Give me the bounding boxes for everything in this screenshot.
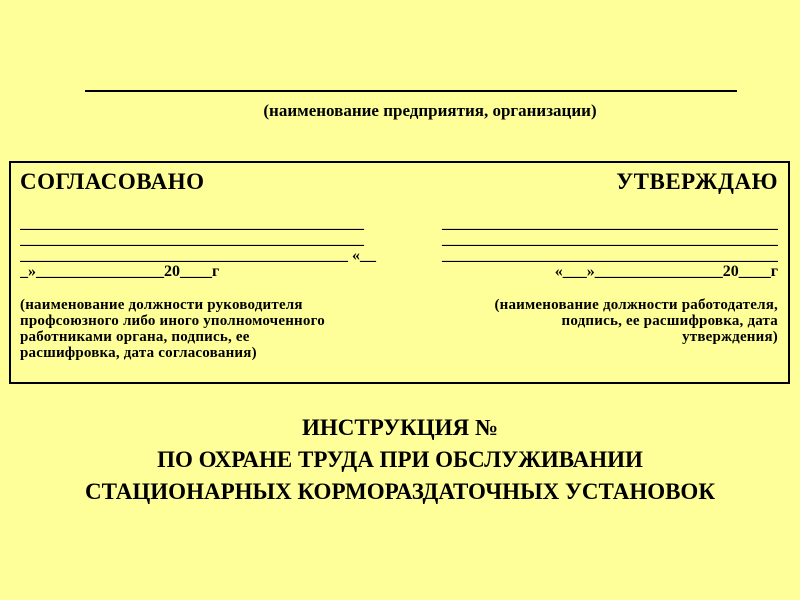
agreed-signature-block: [20, 216, 384, 280]
approved-note-line: утверждения): [682, 329, 778, 345]
instruction-title: [0, 412, 800, 508]
approved-heading: УТВЕРЖДАЮ: [616, 169, 778, 194]
agreed-note-line: расшифровка, дата согласования): [20, 345, 257, 361]
agreed-column: [20, 169, 384, 382]
company-name-caption: (наименование предприятия, организации): [263, 101, 597, 120]
approved-note: [437, 297, 778, 345]
signature-line: __________________________________________: [442, 248, 778, 264]
signature-line: __________________________________________: [442, 216, 778, 232]
signature-line: ___________________________________________: [20, 216, 364, 232]
signature-line: ___________________________________________: [20, 232, 364, 248]
agreed-note-line: работниками органа, подпись, ее: [20, 329, 250, 345]
instruction-title-line: ПО ОХРАНЕ ТРУДА ПРИ ОБСЛУЖИВАНИИ: [157, 447, 643, 472]
agreed-note-line: профсоюзного либо иного уполномоченного: [20, 313, 325, 329]
approved-note-line: (наименование должности работодателя,: [494, 297, 778, 313]
agreed-note: [20, 297, 384, 361]
instruction-title-line: СТАЦИОНАРНЫХ КОРМОРАЗДАТОЧНЫХ УСТАНОВОК: [84, 479, 716, 504]
date-line: _»________________20____г: [20, 264, 220, 280]
approved-note-line: подпись, ее расшифровка, дата: [561, 313, 778, 329]
agreed-heading: СОГЛАСОВАНО: [20, 169, 205, 194]
agreed-note-line: (наименование должности руководителя: [20, 297, 303, 313]
company-name-blank-line: [85, 90, 737, 92]
instruction-title-line: ИНСТРУКЦИЯ №: [301, 415, 499, 440]
signature-line: _________________________________________ «__: [20, 248, 376, 264]
signature-line: __________________________________________: [442, 232, 778, 248]
approved-signature-block: [437, 216, 778, 280]
approval-box: [9, 161, 790, 384]
approved-column: [437, 169, 778, 382]
date-line: «___»________________20____г: [554, 264, 778, 280]
